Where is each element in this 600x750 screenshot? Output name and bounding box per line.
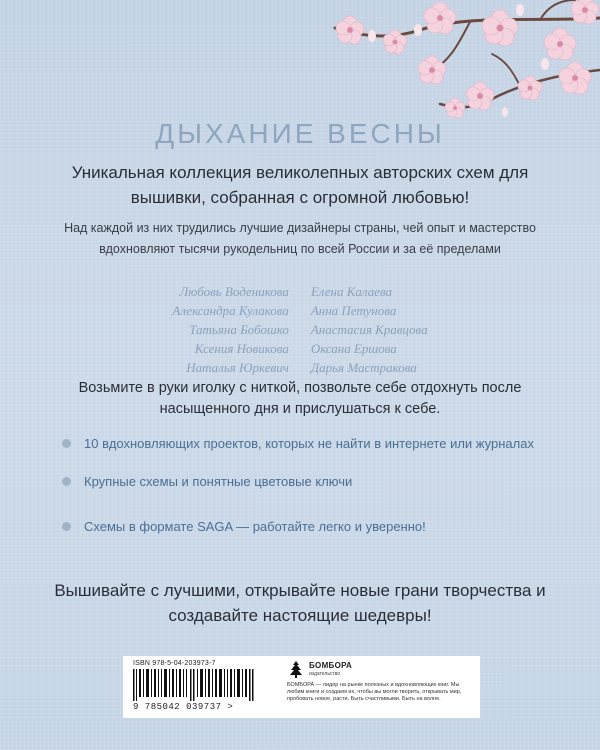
feature-item <box>60 434 550 453</box>
designer-name: Наталья Юркевич <box>186 360 289 375</box>
book-title: ДЫХАНИЕ ВЕСНЫ <box>155 118 445 149</box>
designer-name: Елена Калаева <box>310 284 393 299</box>
invitation-paragraph: Возьмите в руки иголку с ниткой, позвольте себе отдохнуть после насыщенного дня и прислушаться к себе. <box>78 380 522 417</box>
designer-name: Александра Кулакова <box>172 303 289 318</box>
bullet-icon <box>62 477 71 486</box>
feature-list <box>60 434 550 536</box>
designer-name: Анна Петунова <box>310 303 397 318</box>
bullet-icon <box>62 439 71 448</box>
publisher-subtitle: издательство <box>309 671 341 677</box>
designer-name: Анастасия Кравцова <box>310 322 428 337</box>
publisher-logo <box>287 660 472 678</box>
designer-column-right <box>311 282 428 377</box>
barcode-icon <box>133 669 255 701</box>
barcode-panel <box>123 656 480 718</box>
isbn-label: ISBN 978-5-04-203973-7 <box>133 660 216 667</box>
feature-text: 10 вдохновляющих проектов, которых не найти в интернете или журналах <box>84 436 534 451</box>
intro-paragraph: Над каждой из них трудились лучшие дизайнеры страны, чей опыт и мастерство вдохновляют тысячи рукодельниц по всей России и за её пределами <box>64 221 536 256</box>
feature-text: Схемы в формате SAGA — работайте легко и уверенно! <box>84 519 426 534</box>
feature-item <box>60 472 550 491</box>
closing-paragraph: Вышивайте с лучшими, открывайте новые грани творчества и создавайте настоящие шедевры! <box>54 581 546 625</box>
barcode-block <box>123 656 279 718</box>
publisher-name: БОМБОРА <box>309 661 353 670</box>
designer-list <box>60 282 540 377</box>
publisher-description: БОМБОРА — лидер на рынке полезных и вдохновляющих книг. Мы любим книги и создаем их, чтобы вы могли творить, открывать мир, пробовать новое, расти. Быть счастливыми. Быть на волне. <box>287 682 462 702</box>
designer-name: Ксения Новикова <box>194 341 289 356</box>
barcode-number: 9 785042 039737 > <box>133 702 234 712</box>
bullet-icon <box>62 522 71 531</box>
publisher-block <box>279 656 480 718</box>
designer-name: Любовь Воденикова <box>179 284 289 299</box>
feature-item <box>60 517 550 536</box>
bombora-logo-icon <box>287 660 305 678</box>
lead-paragraph: Уникальная коллекция великолепных авторских схем для вышивки, собранная с огромной любовью! <box>71 163 529 207</box>
designer-name: Оксана Ершова <box>310 341 397 356</box>
designer-column-left <box>172 282 288 377</box>
designer-name: Дарья Мастракова <box>310 360 417 375</box>
designer-name: Татьяна Бобошко <box>189 322 289 337</box>
feature-text: Крупные схемы и понятные цветовые ключи <box>84 474 353 489</box>
